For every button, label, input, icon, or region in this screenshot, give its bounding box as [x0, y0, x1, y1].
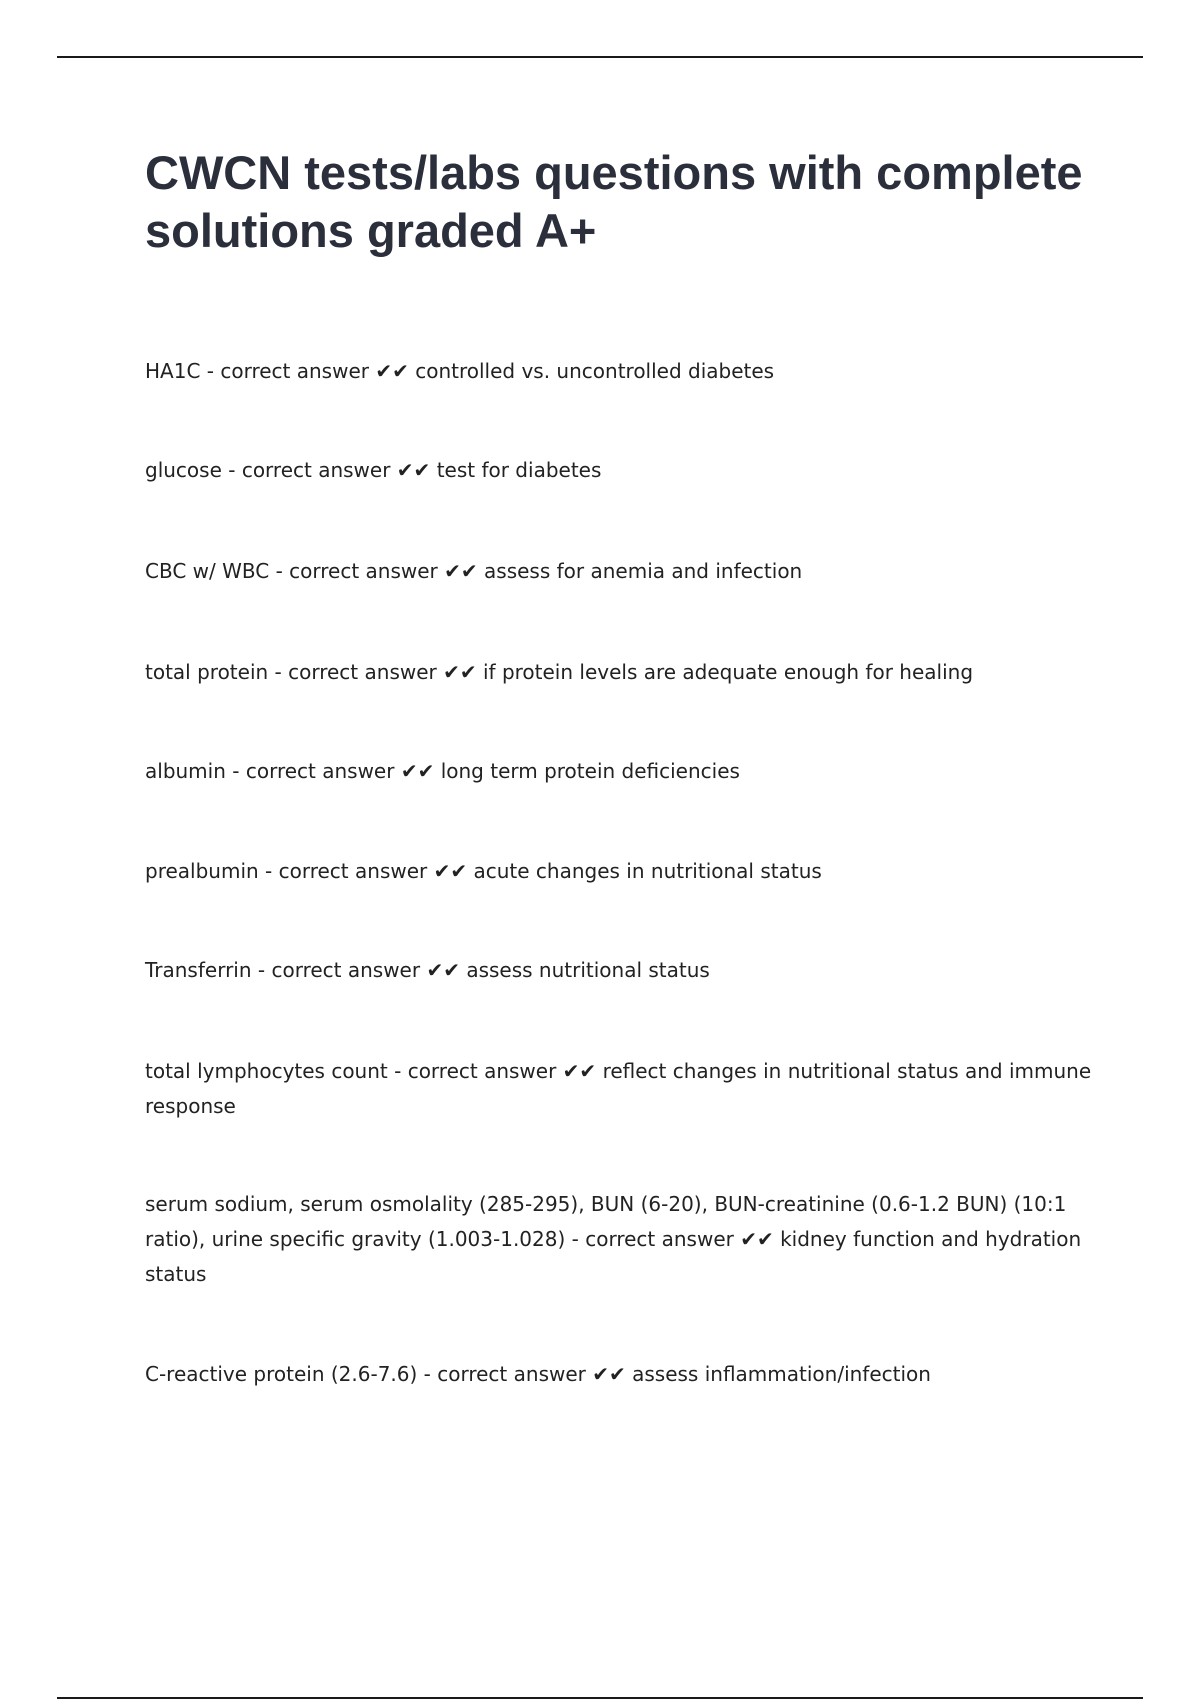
answer-text: reflect changes in nutritional status and immune response: [145, 1059, 1092, 1118]
qa-item-cbc: [145, 554, 1095, 589]
answer-text: assess inflammation/infection: [632, 1362, 931, 1386]
answer-text: controlled vs. uncontrolled diabetes: [415, 359, 775, 383]
correct-answer-marker: - correct answer ✔✔: [200, 359, 416, 383]
qa-item-total-protein: [145, 655, 1095, 690]
question-text: total protein: [145, 660, 269, 684]
document-title: CWCN tests/labs questions with complete solutions graded A+: [145, 146, 1083, 257]
correct-answer-marker: - correct answer ✔✔: [387, 1059, 603, 1083]
bottom-rule: [57, 1697, 1143, 1699]
correct-answer-marker: - correct answer ✔✔: [417, 1362, 633, 1386]
answer-text: long term protein deficiencies: [440, 759, 740, 783]
qa-item-transferrin: [145, 953, 1095, 988]
correct-answer-marker: - correct answer ✔✔: [225, 759, 441, 783]
qa-item-lymphocytes: [145, 1054, 1095, 1124]
question-text: C-reactive protein (2.6-7.6): [145, 1362, 418, 1386]
correct-answer-marker: - correct answer ✔✔: [258, 859, 474, 883]
correct-answer-marker: - correct answer ✔✔: [251, 958, 467, 982]
question-text: prealbumin: [145, 859, 259, 883]
qa-item-ha1c: [145, 354, 1095, 389]
correct-answer-marker: - correct answer ✔✔: [268, 660, 483, 684]
qa-item-glucose: [145, 453, 1095, 488]
qa-item-prealbumin: [145, 854, 1095, 889]
question-text: CBC w/ WBC: [145, 559, 270, 583]
top-rule: [57, 56, 1143, 58]
qa-item-c-reactive-protein: [145, 1357, 1095, 1392]
question-text: total lymphocytes count: [145, 1059, 388, 1083]
qa-item-albumin: [145, 754, 1095, 789]
answer-text: assess nutritional status: [466, 958, 710, 982]
question-text: albumin: [145, 759, 226, 783]
answer-text: if protein levels are adequate enough for healing: [482, 660, 974, 684]
answer-text: acute changes in nutritional status: [473, 859, 822, 883]
question-text: Transferrin: [145, 958, 252, 982]
answer-text: assess for anemia and infection: [484, 559, 803, 583]
correct-answer-marker: - correct answer ✔✔: [221, 458, 437, 482]
qa-item-kidney-panel: [145, 1187, 1095, 1292]
correct-answer-marker: - correct answer ✔✔: [565, 1227, 781, 1251]
answer-text: kidney function and hydration status: [145, 1227, 1082, 1286]
answer-text: test for diabetes: [436, 458, 602, 482]
question-text: serum sodium, serum osmolality (285-295), BUN (6-20), BUN-creatinine (0.6-1.2 BUN) (10:1 ratio), urine specific gravity (1.003-1.028): [145, 1192, 1067, 1251]
question-text: HA1C: [145, 359, 201, 383]
question-text: glucose: [145, 458, 222, 482]
correct-answer-marker: - correct answer ✔✔: [269, 559, 485, 583]
